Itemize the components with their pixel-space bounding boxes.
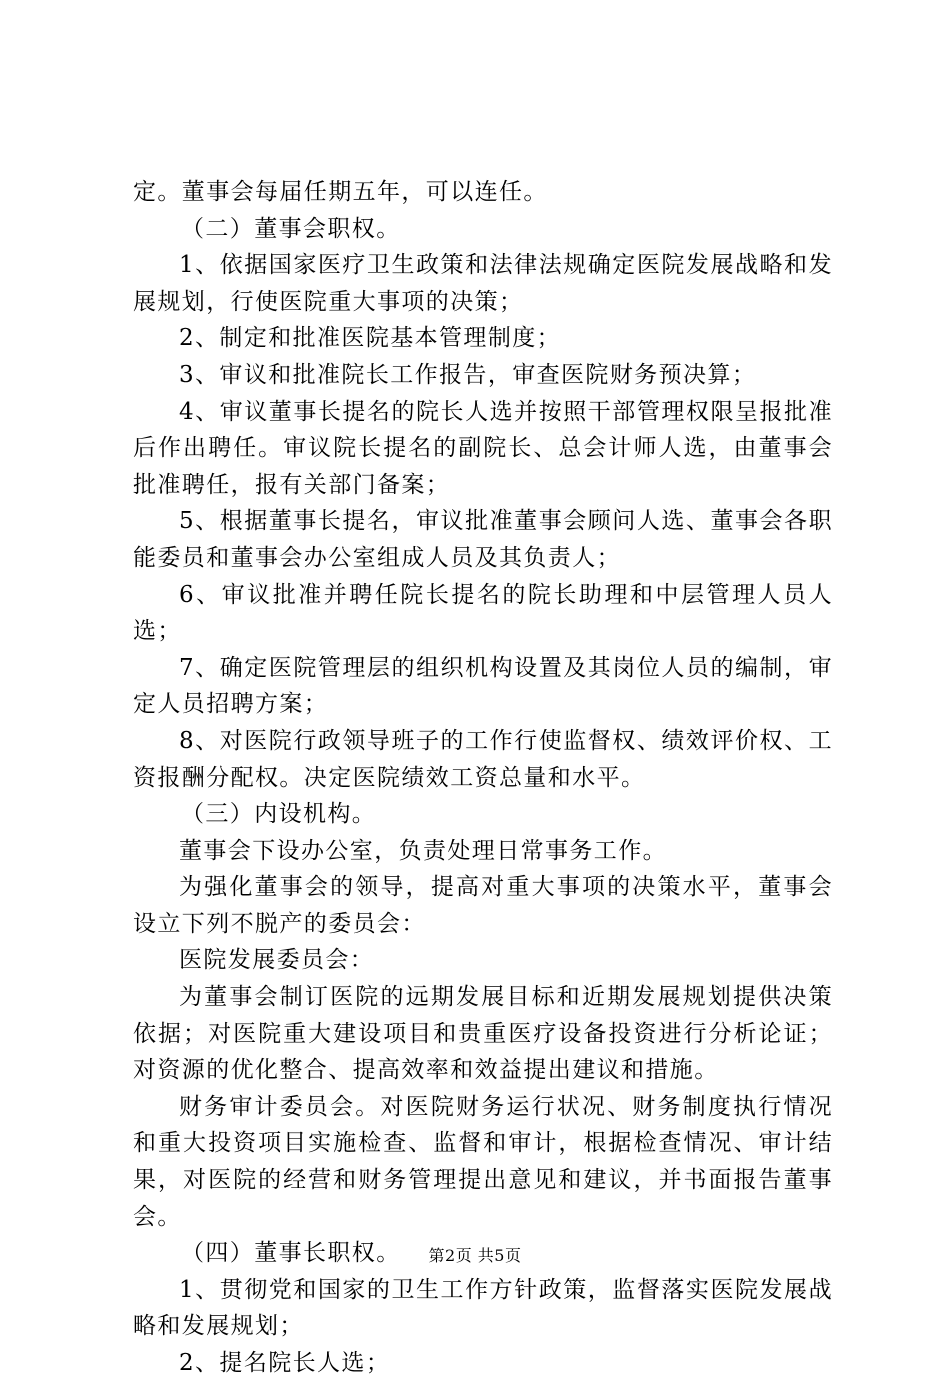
list-item: 3、审议和批准院长工作报告，审查医院财务预决算； [179,361,757,388]
list-item: 1、贯彻党和国家的卫生工作方针政策，监督落实医院发展战略和发展规划； [133,1276,833,1340]
document-body [133,174,833,1382]
page-number-label: 第2页 共5页 [428,1246,522,1265]
list-item: 5、根据董事长提名，审议批准董事会顾问人选、董事会各职能委员和董事会办公室组成人员及其负责人； [133,508,833,571]
paragraph: 医院发展委员会： [179,947,375,974]
paragraph-continuation: 定。董事会每届任期五年，可以连任。 [133,179,548,205]
list-item: 6、审议批准并聘任院长提名的院长助理和中层管理人员人选； [133,581,833,645]
paragraph: 财务审计委员会。对医院财务运行状况、财务制度执行情况和重大投资项目实施检查、监督和审计，根据检查情况、审计结果，对医院的经营和财务管理提出意见和建议，并书面报告董事会。 [133,1093,833,1230]
list-item: 8、对医院行政领导班子的工作行使监督权、绩效评价权、工资报酬分配权。决定医院绩效工资总量和水平。 [133,727,833,791]
paragraph: 董事会下设办公室，负责处理日常事务工作。 [179,837,667,864]
page-footer [0,1243,950,1266]
list-item: 7、确定医院管理层的组织机构设置及其岗位人员的编制，审定人员招聘方案； [133,654,833,718]
list-item: 1、依据国家医疗卫生政策和法律法规确定医院发展战略和发展规划，行使医院重大事项的决策； [133,252,833,315]
list-item: 4、审议董事长提名的院长人选并按照干部管理权限呈报批准后作出聘任。审议院长提名的副院长、总会计师人选，由董事会批准聘任，报有关部门备案； [133,398,833,498]
paragraph: 为强化董事会的领导，提高对重大事项的决策水平，董事会设立下列不脱产的委员会： [133,874,833,937]
list-item: 2、提名院长人选； [179,1350,391,1376]
paragraph: 为董事会制订医院的远期发展目标和近期发展规划提供决策依据；对医院重大建设项目和贵重医疗设备投资进行分析论证；对资源的优化整合、提高效率和效益提出建议和措施。 [133,984,833,1084]
section-heading-board-powers: （二）董事会职权。 [181,215,401,242]
section-heading-chairman-powers: （四）董事长职权。 [181,1240,401,1267]
list-item: 2、制定和批准医院基本管理制度； [179,325,562,352]
section-heading-internal-bodies: （三）内设机构。 [181,801,377,828]
